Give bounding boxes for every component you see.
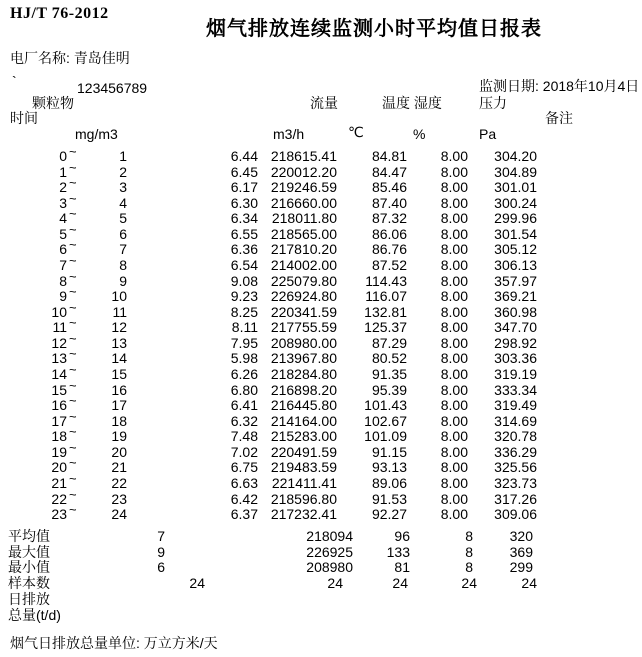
range-tilde: ~: [69, 346, 77, 362]
daily-emission-label: 日排放: [8, 591, 50, 607]
cell-temp: 132.81: [364, 303, 407, 320]
range-tilde: ~: [69, 455, 77, 471]
cell-to: 5: [119, 210, 127, 227]
range-tilde: ~: [69, 237, 77, 253]
cell-humidity: 8: [465, 559, 473, 576]
cell-pressure: 298.92: [494, 334, 537, 351]
cell-humidity: 8.00: [440, 506, 468, 523]
cell-pm: 6.44: [230, 148, 258, 164]
cell-humidity: 8.00: [440, 365, 468, 382]
cell-flow: 217755.59: [270, 319, 337, 336]
cell-pressure: 304.20: [494, 148, 537, 164]
cell-pm: 6.32: [230, 412, 258, 429]
cell-pressure: 319.19: [494, 365, 537, 382]
cell-temp: 125.37: [364, 319, 407, 336]
cell-pressure: 304.89: [494, 163, 537, 180]
cell-to: 16: [111, 381, 127, 398]
cell-pm: 6: [157, 559, 165, 576]
cell-from: 5: [59, 225, 67, 242]
cell-from: 0: [59, 148, 67, 164]
cell-from: 14: [51, 365, 67, 382]
cell-humidity: 8.00: [440, 210, 468, 227]
hour-row: [0, 361, 642, 383]
cell-temp: 93.13: [371, 459, 407, 476]
cell-from: 12: [51, 334, 67, 351]
range-tilde: ~: [69, 268, 77, 284]
cell-pressure: 336.29: [494, 443, 537, 460]
pm-header: 颗粒物: [32, 95, 74, 111]
cell-humidity: 8.00: [440, 319, 468, 336]
hour-row: [0, 206, 642, 227]
hour-row: [0, 502, 642, 523]
cell-temp: 102.67: [364, 412, 407, 429]
cell-pressure: 319.49: [494, 397, 537, 414]
summary-row: [0, 576, 642, 592]
cell-from: 17: [51, 412, 67, 429]
range-tilde: ~: [69, 159, 77, 175]
cell-temp: 84.81: [371, 148, 407, 164]
cell-pressure: 317.26: [494, 490, 537, 507]
cell-pressure: 320.78: [494, 428, 537, 445]
cell-flow: 215283.00: [270, 428, 337, 445]
cell-to: 7: [119, 241, 127, 258]
cell-humidity: 8.00: [440, 474, 468, 491]
cell-pm: 7: [157, 528, 165, 544]
summary-row: [0, 560, 642, 576]
cell-pressure: 299: [509, 559, 533, 576]
cell-pm: 6.37: [230, 506, 258, 523]
remark-header: 备注: [545, 110, 573, 126]
cell-pressure: 357.97: [494, 272, 537, 289]
hour-row: [0, 455, 642, 476]
cell-flow: 218565.00: [270, 225, 337, 242]
cell-from: 22: [51, 490, 67, 507]
cell-to: 24: [111, 506, 127, 523]
cell-humidity: 8.00: [440, 490, 468, 507]
cell-pressure: 306.13: [494, 256, 537, 273]
cell-temp: 86.76: [371, 241, 407, 258]
cell-pressure: 301.54: [494, 225, 537, 242]
cell-humidity: 8: [465, 543, 473, 560]
range-tilde: ~: [69, 486, 77, 502]
cell-temp: 86.06: [371, 225, 407, 242]
cell-flow: 208980.00: [270, 334, 337, 351]
cell-temp: 80.52: [371, 350, 407, 367]
cell-humidity: 8.00: [440, 194, 468, 211]
cell-pm: 9: [157, 543, 165, 560]
cell-from: 18: [51, 428, 67, 445]
range-tilde: ~: [69, 221, 77, 237]
cell-temp: 87.40: [371, 194, 407, 211]
range-tilde: ~: [69, 144, 77, 159]
cell-pressure: 323.73: [494, 474, 537, 491]
cell-to: 1: [119, 148, 127, 164]
cell-from: 21: [51, 474, 67, 491]
cell-to: 17: [111, 397, 127, 414]
cell-from: 23: [51, 506, 67, 523]
range-tilde: ~: [69, 315, 77, 331]
cell-pm: 6.41: [230, 397, 258, 414]
range-tilde: ~: [69, 408, 77, 424]
cell-from: 8: [59, 272, 67, 289]
cell-pm: 8.11: [231, 319, 258, 336]
cell-humidity: 8.00: [440, 350, 468, 367]
cell-pressure: 305.12: [494, 241, 537, 258]
hour-row: [0, 284, 642, 305]
cell-flow: 24: [327, 575, 343, 592]
cell-flow: 220341.59: [270, 303, 337, 320]
range-tilde: ~: [69, 377, 77, 393]
cell-temp: 87.32: [371, 210, 407, 227]
cell-to: 11: [112, 303, 127, 320]
cell-humidity: 8.00: [440, 412, 468, 429]
cell-flow: 218284.80: [270, 365, 337, 382]
cell-pm: 6.26: [230, 365, 258, 382]
cell-to: 8: [119, 256, 127, 273]
cell-flow: 219246.59: [270, 179, 337, 196]
hour-row: [0, 252, 642, 274]
cell-to: 9: [119, 272, 127, 289]
pressure-header: 压力: [479, 95, 507, 111]
cell-pm: 6.54: [230, 256, 258, 273]
unit-pressure: Pa: [479, 126, 497, 142]
cell-temp: 114.43: [365, 272, 407, 289]
cell-from: 4: [59, 210, 67, 227]
cell-temp: 87.29: [371, 334, 407, 351]
cell-pressure: 360.98: [494, 303, 537, 320]
cell-temp: 101.43: [364, 397, 407, 414]
cell-humidity: 8.00: [440, 443, 468, 460]
summary-label: 样本数: [8, 575, 50, 592]
cell-flow: 216660.00: [270, 194, 337, 211]
cell-to: 4: [119, 194, 127, 211]
cell-temp: 92.27: [371, 506, 407, 523]
cell-temp: 91.15: [371, 443, 407, 460]
cell-to: 13: [111, 334, 127, 351]
cell-pressure: 24: [521, 575, 537, 592]
cell-flow: 213967.80: [270, 350, 337, 367]
cell-temp: 24: [392, 575, 408, 592]
cell-from: 20: [51, 459, 67, 476]
cell-to: 20: [111, 443, 127, 460]
cell-flow: 218094: [306, 528, 353, 544]
hour-row: [0, 393, 642, 414]
cell-temp: 116.07: [365, 288, 407, 305]
hour-row: [0, 470, 642, 492]
cell-flow: 214002.00: [270, 256, 337, 273]
hour-row: [0, 144, 642, 165]
summary-row: [0, 545, 642, 561]
cell-flow: 217232.41: [270, 506, 337, 523]
cell-pressure: 347.70: [494, 319, 537, 336]
cell-pressure: 369: [509, 543, 533, 560]
range-tilde: ~: [69, 361, 77, 377]
cell-humidity: 8.00: [440, 163, 468, 180]
cell-pm: 6.30: [230, 194, 258, 211]
cell-temp: 101.09: [364, 428, 407, 445]
cell-to: 21: [111, 459, 127, 476]
cell-pressure: 314.69: [494, 412, 537, 429]
cell-pm: 7.48: [230, 428, 258, 445]
hour-row: [0, 237, 642, 258]
cell-humidity: 8.00: [440, 179, 468, 196]
time-header: 时间: [10, 110, 38, 126]
range-tilde: ~: [69, 330, 77, 346]
cell-to: 19: [111, 428, 127, 445]
cell-humidity: 8.00: [440, 303, 468, 320]
range-tilde: ~: [69, 470, 77, 486]
cell-flow: 226925: [306, 543, 353, 560]
cell-from: 13: [51, 350, 67, 367]
report-title: 烟气排放连续监测小时平均值日报表: [206, 18, 542, 40]
cell-pressure: 309.06: [494, 506, 537, 523]
cell-humidity: 8: [465, 528, 473, 544]
cell-pm: 9.23: [230, 288, 258, 305]
footnote: 烟气日排放总量单位: 万立方米/天: [10, 635, 218, 651]
summary-label: 最大值: [8, 543, 50, 560]
cell-humidity: 8.00: [440, 225, 468, 242]
cell-flow: 219483.59: [270, 459, 337, 476]
range-tilde: ~: [69, 424, 77, 440]
cell-humidity: 8.00: [440, 272, 468, 289]
cell-flow: 216445.80: [270, 397, 337, 414]
cell-pressure: 300.24: [494, 194, 537, 211]
cell-temp: 84.47: [371, 163, 407, 180]
cell-pressure: 299.96: [494, 210, 537, 227]
cell-from: 19: [51, 443, 67, 460]
cell-flow: 218596.80: [270, 490, 337, 507]
cell-flow: 208980: [306, 559, 353, 576]
cell-from: 6: [59, 241, 67, 258]
cell-to: 12: [111, 319, 127, 336]
monitor-date: 监测日期: 2018年10月4日: [479, 78, 640, 94]
cell-pm: 6.34: [230, 210, 258, 227]
cell-to: 2: [119, 163, 127, 180]
range-tilde: ~: [69, 393, 77, 409]
cell-flow: 221411.41: [271, 474, 337, 491]
cell-humidity: 8.00: [440, 256, 468, 273]
cell-humidity: 24: [461, 575, 477, 592]
cell-pm: 6.55: [230, 225, 258, 242]
cell-flow: 218615.41: [270, 148, 337, 164]
cell-temp: 91.35: [371, 365, 407, 382]
cell-to: 14: [111, 350, 127, 367]
cell-pm: 6.42: [230, 490, 258, 507]
hour-row: [0, 175, 642, 196]
cell-from: 1: [59, 163, 67, 180]
hour-row: [0, 424, 642, 445]
daily-total-label: 总量(t/d): [8, 607, 61, 623]
hour-row: [0, 315, 642, 336]
cell-flow: 216898.20: [270, 381, 337, 398]
range-tilde: ~: [69, 175, 77, 191]
cell-temp: 133: [386, 543, 410, 560]
cell-pm: 6.36: [230, 241, 258, 258]
cell-pm: 8.25: [230, 303, 258, 320]
cell-temp: 91.53: [371, 490, 407, 507]
cell-pm: 6.17: [230, 179, 258, 196]
summary-label: 最小值: [8, 559, 50, 576]
cell-humidity: 8.00: [440, 428, 468, 445]
serial-number: 123456789: [77, 80, 148, 96]
cell-from: 2: [59, 179, 67, 196]
cell-flow: 226924.80: [270, 288, 337, 305]
flow-header: 流量: [310, 95, 338, 111]
plant-name: 电厂名称: 青岛佳明: [10, 50, 130, 66]
temp-humidity-header: 温度 湿度: [382, 95, 442, 111]
cell-humidity: 8.00: [440, 397, 468, 414]
cell-flow: 220491.59: [270, 443, 337, 460]
summary-label: 平均值: [8, 528, 50, 544]
cell-pm: 24: [189, 575, 205, 592]
cell-humidity: 8.00: [440, 381, 468, 398]
cell-pressure: 301.01: [494, 179, 537, 196]
summary-row: [0, 529, 642, 545]
range-tilde: ~: [69, 252, 77, 268]
cell-to: 15: [111, 365, 127, 382]
hour-row: [0, 346, 642, 367]
unit-flow: m3/h: [273, 126, 305, 142]
cell-from: 10: [51, 303, 67, 320]
standard-code: HJ/T 76-2012: [10, 5, 109, 22]
cell-pm: 6.80: [230, 381, 258, 398]
range-tilde: ~: [69, 299, 77, 315]
cell-humidity: 8.00: [440, 334, 468, 351]
range-tilde: ~: [69, 206, 77, 222]
cell-temp: 87.52: [371, 256, 407, 273]
cell-to: 3: [119, 179, 127, 196]
cell-to: 6: [119, 225, 127, 242]
cell-pm: 7.02: [230, 443, 258, 460]
unit-humidity: %: [413, 126, 426, 142]
cell-to: 18: [111, 412, 127, 429]
cell-pressure: 333.34: [494, 381, 537, 398]
cell-temp: 95.39: [371, 381, 407, 398]
cell-temp: 96: [394, 528, 410, 544]
unit-temp: ℃: [348, 124, 364, 140]
range-tilde: ~: [69, 439, 77, 455]
cell-pm: 7.95: [230, 334, 258, 351]
range-tilde: ~: [69, 284, 77, 300]
cell-from: 16: [51, 397, 67, 414]
cell-temp: 85.46: [371, 179, 407, 196]
cell-from: 7: [59, 256, 67, 273]
unit-pm: mg/m3: [75, 126, 118, 142]
range-tilde: ~: [69, 190, 77, 206]
cell-to: 10: [111, 288, 127, 305]
cell-humidity: 8.00: [440, 288, 468, 305]
cell-pressure: 320: [509, 528, 533, 544]
cell-humidity: 8.00: [440, 148, 468, 164]
cell-pressure: 369.21: [494, 288, 537, 305]
cell-flow: 217810.20: [270, 241, 337, 258]
cell-to: 22: [111, 474, 127, 491]
cell-pm: 6.75: [230, 459, 258, 476]
cell-from: 9: [59, 288, 67, 305]
tick-mark: `: [12, 73, 17, 89]
cell-pressure: 325.56: [494, 459, 537, 476]
cell-temp: 89.06: [371, 474, 407, 491]
cell-pm: 6.63: [230, 474, 258, 491]
cell-temp: 81: [394, 559, 410, 576]
cell-from: 11: [52, 319, 67, 336]
cell-pm: 6.45: [230, 163, 258, 180]
cell-pressure: 303.36: [494, 350, 537, 367]
cell-flow: 220012.20: [270, 163, 337, 180]
cell-from: 3: [59, 194, 67, 211]
cell-pm: 9.08: [230, 272, 258, 289]
cell-flow: 225079.80: [270, 272, 337, 289]
range-tilde: ~: [69, 502, 77, 518]
cell-flow: 218011.80: [271, 210, 337, 227]
cell-humidity: 8.00: [440, 241, 468, 258]
cell-from: 15: [51, 381, 67, 398]
cell-humidity: 8.00: [440, 459, 468, 476]
cell-to: 23: [111, 490, 127, 507]
cell-flow: 214164.00: [270, 412, 337, 429]
cell-pm: 5.98: [230, 350, 258, 367]
